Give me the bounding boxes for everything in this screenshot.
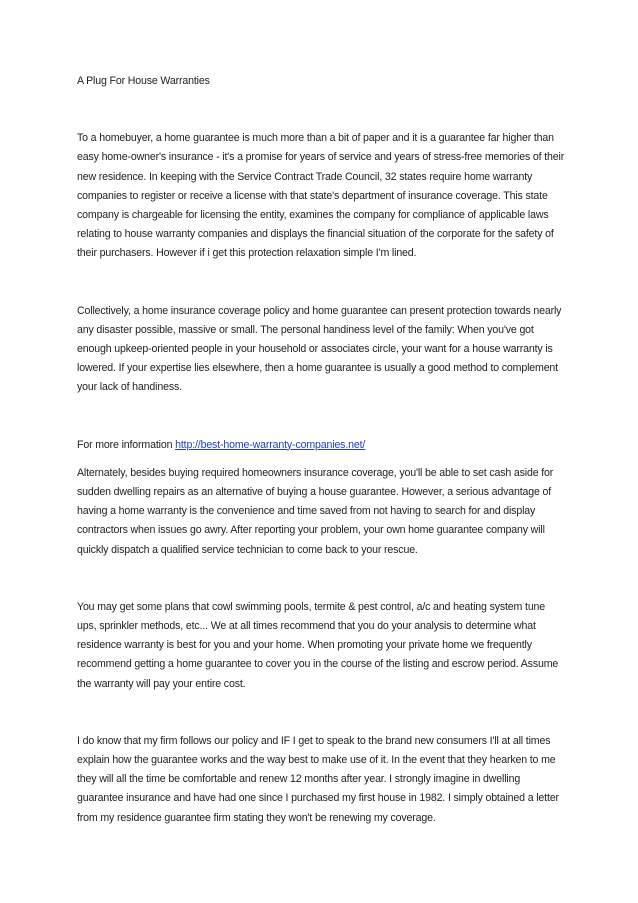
document-title: A Plug For House Warranties: [77, 75, 210, 87]
more-info-label: For more information: [77, 438, 176, 451]
warranty-companies-link[interactable]: http://best-home-warranty-companies.net/: [175, 438, 366, 451]
paragraph-alternatives: Alternately, besides buying required homeowners insurance coverage, you'll be able to set cash aside for sudden dwelling repairs as an alternative of buying a house guarantee. However, a serious advantage of having a home warranty is the convenience and time saved from not having to search for and display contractors when issues go awry. After reporting your problem, your own home guarantee company will quickly dispatch a qualified service technician to come back to your rescue.: [77, 466, 554, 556]
paragraph-plans: You may get some plans that cowl swimming pools, termite & pest control, a/c and heating system tune ups, sprinkler methods, etc... We at all times recommend that you do your analysis to determine what residence warranty is best for you and your home. When promoting your private home we frequently recommend getting a home guarantee to cover you in the course of the listing and escrow period. Assume the warranty will pay your entire cost.: [77, 600, 559, 690]
paragraph-intro: To a homebuyer, a home guarantee is much more than a bit of paper and it is a guarantee far higher than easy home-owner's insurance - it's a promise for years of service and years of stress-free memories of their new residence. In keeping with the Service Contract Trade Council, 32 states require home warranty companies to register or receive a license with that state's department of insurance coverage. This state company is chargeable for licensing the entity, examines the company for compliance of applicable laws relating to house warranty companies and displays the financial situation of the corporate for the safety of their purchasers. However if i get this protection relaxation simple I'm lined.: [77, 132, 565, 260]
paragraph-firm-policy: I do know that my firm follows our policy and IF I get to speak to the brand new consumers I'll at all times explain how the guarantee works and the way best to make use of it. In the event that they hearken to me they will all the time be comfortable and renew 12 months after year. I strongly imagine in dwelling guarantee insurance and have had one since I purchased my first house in 1982. I simply obtained a letter from my residence guarantee firm stating they won't be renewing my coverage.: [77, 734, 559, 824]
document-page: [77, 72, 567, 828]
more-info-line: [77, 436, 567, 455]
paragraph-insurance: Collectively, a home insurance coverage policy and home guarantee can present protection towards nearly any disaster possible, massive or small. The personal handiness level of the family: When you've got enough upkeep-oriented people in your household or associates circle, your want for a house warranty is lowered. If your expertise lies elsewhere, then a home guarantee is usually a good method to complement your lack of handiness.: [77, 304, 562, 394]
